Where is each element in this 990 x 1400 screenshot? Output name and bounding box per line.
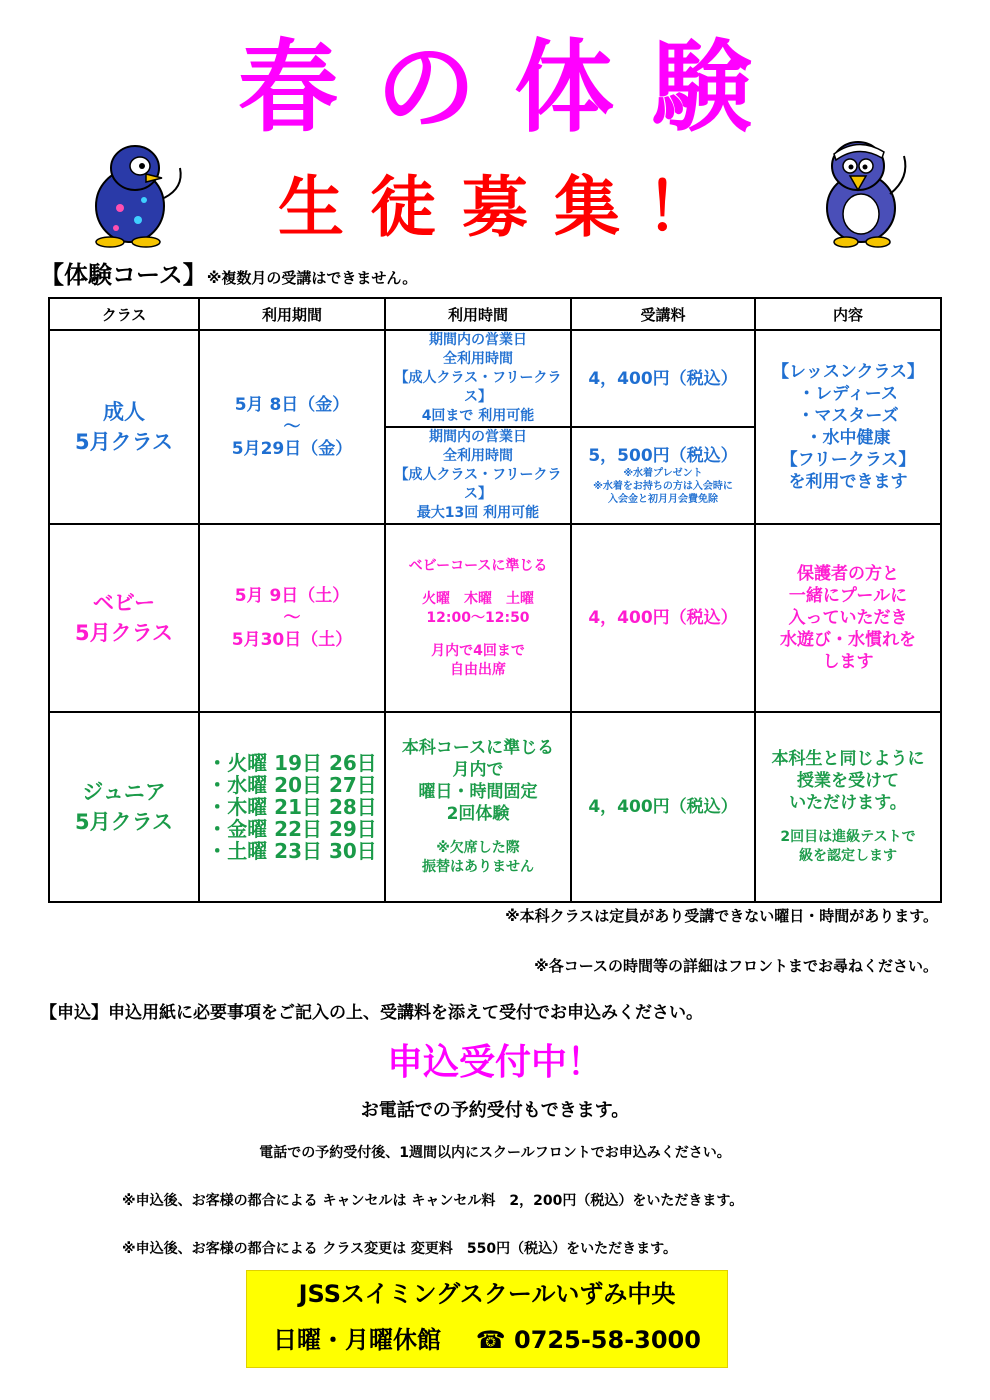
baby-class-name: ベビー	[92, 591, 156, 615]
adult-period-end: 5月29日（金）	[231, 439, 353, 459]
header-time: 利用時間	[385, 298, 571, 330]
baby-content-cell	[755, 524, 941, 712]
baby-content-line: 水遊び・水慣れを	[780, 630, 916, 650]
baby-content-line: 保護者の方と	[797, 564, 899, 584]
junior-class-cell	[49, 712, 199, 902]
adult-class-month: 5月クラス	[75, 430, 173, 454]
adult-content-line: 【フリークラス】	[780, 450, 916, 470]
course-section-heading	[40, 258, 417, 295]
junior-class-name: ジュニア	[82, 780, 166, 804]
baby-class-month: 5月クラス	[75, 621, 173, 645]
adult-period-cell	[199, 330, 385, 524]
junior-content-line: 本科生と同じように	[771, 749, 925, 769]
adult-time-a-line: 【成人クラス・フリークラス】	[394, 370, 562, 405]
baby-period-cell	[199, 524, 385, 712]
baby-period-end: 5月30日（土）	[231, 630, 353, 650]
school-info-box	[246, 1270, 728, 1368]
junior-time-note: 振替はありません	[422, 859, 534, 875]
adult-time-b-cell	[385, 427, 571, 524]
adult-content-line: ・水中健康	[805, 428, 891, 448]
accepting-banner: 申込受付中！	[386, 1042, 603, 1083]
header-content: 内容	[755, 298, 941, 330]
junior-day-line: ・火曜 19日 26日	[207, 751, 377, 775]
junior-time-line: 2回体験	[446, 804, 510, 824]
adult-time-a-line: 全利用時間	[443, 351, 513, 367]
header-fee: 受講料	[571, 298, 755, 330]
baby-time-line: 自由出席	[450, 661, 506, 678]
course-note: ※複数月の受講はできません。	[206, 269, 418, 287]
junior-days-cell	[199, 712, 385, 902]
baby-content-line: します	[822, 652, 874, 672]
table-row-junior	[49, 712, 941, 902]
note-details: ※各コースの時間等の詳細はフロントまでお尋ねください。	[534, 957, 938, 975]
baby-class-cell	[49, 524, 199, 712]
junior-time-note: ※欠席した際	[436, 840, 520, 856]
closed-days: 日曜・月曜休館	[273, 1326, 442, 1354]
adult-content-cell	[755, 330, 941, 524]
adult-time-b-line: 全利用時間	[443, 448, 513, 464]
adult-fee-b-note: ※水着プレゼント	[623, 468, 703, 479]
penguin-mascot-icon	[80, 128, 190, 248]
phone-reservation-note: 電話での予約受付後、1週間以内にスクールフロントでお申込みください。	[259, 1145, 731, 1161]
cancel-fee-note: ※申込後、お客様の都合による キャンセルは キャンセル料 2，200円（税込）をいただきます。	[122, 1193, 744, 1209]
note-capacity: ※本科クラスは定員があり受講できない曜日・時間があります。	[505, 907, 938, 925]
baby-fee-cell: 4，400円（税込）	[571, 524, 755, 712]
adult-time-b-line: 最大13回 利用可能	[416, 505, 540, 521]
adult-fee-b: 5，500円（税込）	[588, 446, 738, 466]
adult-fee-a-cell: 4，400円（税込）	[571, 330, 755, 427]
page-title: 春の体験	[238, 29, 790, 146]
adult-time-a-line: 4回まで 利用可能	[421, 408, 535, 424]
adult-content-line: ・マスターズ	[797, 406, 899, 426]
adult-content-line: 【レッスンクラス】	[772, 362, 924, 382]
adult-fee-b-note: 入会金と初月月会費免除	[608, 494, 718, 505]
baby-time-line: 火曜 木曜 土曜	[422, 590, 534, 607]
adult-class-name: 成人	[103, 400, 145, 424]
course-table	[48, 297, 942, 903]
junior-day-line: ・金曜 22日 29日	[207, 817, 377, 841]
junior-content-cell	[755, 712, 941, 902]
apply-instructions	[40, 998, 703, 1023]
adult-period-sep: ～	[283, 417, 301, 437]
junior-day-line: ・水曜 20日 27日	[207, 773, 377, 797]
junior-content-note: 級を認定します	[799, 848, 897, 864]
baby-content-line: 入っていただき	[788, 608, 908, 628]
phone-reservation: お電話での予約受付もできます。	[360, 1100, 630, 1121]
baby-time-line: 月内で4回まで	[431, 642, 525, 659]
header-class: クラス	[49, 298, 199, 330]
baby-time-line: ベビーコースに準じる	[408, 557, 548, 574]
adult-time-b-line: 期間内の営業日	[429, 429, 527, 445]
baby-content-line: 一緒にプールに	[788, 586, 908, 606]
page-subtitle: 生徒募集！	[278, 169, 738, 246]
junior-day-line: ・土曜 23日 30日	[207, 839, 377, 863]
junior-class-month: 5月クラス	[75, 810, 173, 834]
adult-content-line: を利用できます	[788, 472, 908, 492]
baby-time-cell	[385, 524, 571, 712]
table-row-baby	[49, 524, 941, 712]
adult-period-start: 5月 8日（金）	[234, 395, 350, 415]
junior-time-line: 本科コースに準じる	[401, 738, 555, 758]
adult-class-cell	[49, 330, 199, 524]
phone-icon: ☎	[475, 1326, 506, 1354]
junior-time-cell	[385, 712, 571, 902]
table-row-adult	[49, 330, 941, 427]
adult-time-a-cell	[385, 330, 571, 427]
baby-period-start: 5月 9日（土）	[234, 586, 350, 606]
adult-fee-b-cell	[571, 427, 755, 524]
junior-content-line: 授業を受けて	[797, 771, 899, 791]
junior-day-line: ・木曜 21日 28日	[207, 795, 377, 819]
junior-fee-cell: 4，400円（税込）	[571, 712, 755, 902]
apply-label: 【申込】	[40, 1003, 108, 1023]
adult-time-b-line: 【成人クラス・フリークラス】	[394, 467, 562, 502]
change-fee-note: ※申込後、お客様の都合による クラス変更は 変更料 550円（税込）をいただきます。	[122, 1241, 678, 1257]
adult-content-line: ・レディース	[798, 384, 898, 404]
table-header-row	[49, 298, 941, 330]
phone-number[interactable]: 0725-58-3000	[514, 1326, 701, 1354]
adult-fee-b-note: ※水着をお持ちの方は入会時に	[593, 481, 733, 492]
course-heading: 【体験コース】	[40, 261, 207, 289]
junior-time-line: 曜日・時間固定	[418, 782, 538, 802]
header-period: 利用期間	[199, 298, 385, 330]
baby-time-line: 12:00～12:50	[426, 609, 530, 626]
junior-content-note: 2回目は進級テストで	[780, 829, 916, 845]
school-name: JSSスイミングスクールいずみ中央	[298, 1280, 676, 1308]
hours-phone	[247, 1317, 727, 1363]
adult-time-a-line: 期間内の営業日	[429, 332, 527, 348]
apply-text: 申込用紙に必要事項をご記入の上、受講料を添えて受付でお申込みください。	[108, 1003, 703, 1023]
junior-content-line: いただけます。	[789, 793, 907, 813]
baby-period-sep: ～	[283, 608, 301, 628]
penguin-mascot-icon	[806, 128, 916, 248]
junior-time-line: 月内で	[452, 760, 504, 780]
